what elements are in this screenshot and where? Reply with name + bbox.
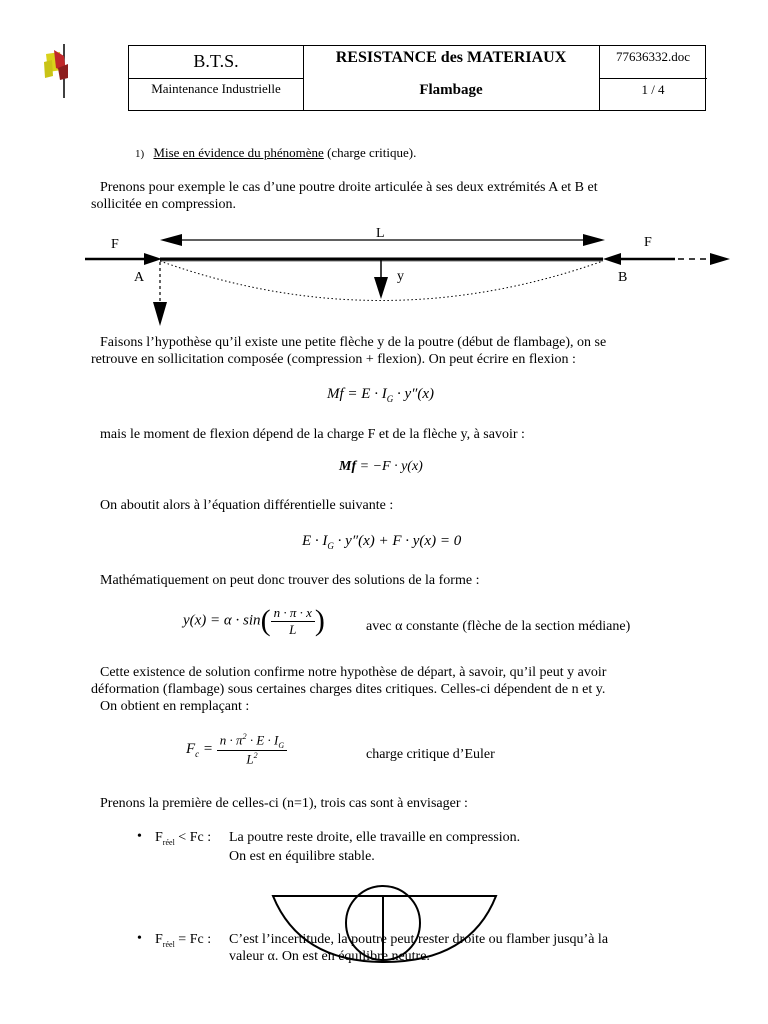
paragraph-5: Mathématiquement on peut donc trouver des solutions de la forme : — [100, 573, 480, 588]
point-b-label: B — [618, 270, 628, 285]
equation-moment-force: Mf = −F · y(x) — [339, 459, 423, 474]
equation-euler-load: $F_c$ = $\frac{n \cdot \pi^2 \cdot E \cdot I_G}{L^2}$ — [186, 732, 287, 767]
equation-bending-moment: $Mf = E \cdot I_G \cdot y''(x)$ — [327, 386, 435, 404]
equation-differential: $E \cdot I_G \cdot y''(x) + F \cdot y(x) = 0$ — [302, 533, 462, 551]
paragraph-1-line-1: Prenons pour exemple le cas d’une poutre droite articulée à ses deux extrémités A et B et — [100, 180, 598, 195]
paragraph-1-line-2: sollicitée en compression. — [91, 197, 237, 212]
equation-solution: y(x) = α · sin( $\frac{n \cdot \pi \cdot x}{L}$ ) — [183, 604, 325, 637]
force-right-label: F — [644, 235, 652, 250]
school-logo-icon — [40, 42, 70, 100]
point-a-label: A — [134, 270, 145, 285]
case-1-condition: $F_{réel} < Fc$ : — [155, 830, 212, 847]
case-2-line-1: C’est l’incertitude, la poutre peut rester droite ou flamber jusqu’à la — [229, 932, 609, 947]
deflection-label: y — [397, 269, 404, 284]
paragraph-6-line-1: Cette existence de solution confirme notre hypothèse de départ, à savoir, qu’il peut y avoir — [100, 665, 607, 680]
paragraph-3: mais le moment de flexion dépend de la charge F et de la flèche y, à savoir : — [100, 427, 525, 442]
section-subtitle: (charge critique). — [323, 145, 417, 160]
case-2-line-2: valeur α. On est en équilibre neutre. — [229, 949, 430, 964]
paragraph-7: Prenons la première de celles-ci (n=1), trois cas sont à envisager : — [100, 796, 468, 811]
topic-title: Flambage — [419, 82, 483, 98]
euler-note: charge critique d’Euler — [366, 747, 495, 762]
section-title: Mise en évidence du phénomène — [153, 145, 324, 160]
document-filename: 77636332.doc — [615, 49, 691, 64]
section-number: 1) — [135, 148, 145, 160]
beam-diagram — [80, 222, 740, 332]
case-2-condition: $F_{réel} = Fc$ : — [155, 932, 212, 949]
case-1-line-2: On est en équilibre stable. — [229, 849, 375, 864]
subject-title: RESISTANCE des MATERIAUX — [335, 49, 567, 66]
force-left-label: F — [111, 237, 119, 252]
page-number: 1 / 4 — [641, 82, 665, 97]
paragraph-6-line-2: déformation (flambage) sous certaines charges dites critiques. Celles-ci dépendent de n et y. — [91, 682, 606, 697]
bullet-icon: • — [137, 931, 142, 946]
section-heading — [135, 144, 416, 163]
paragraph-4: On aboutit alors à l’équation différentielle suivante : — [100, 498, 394, 513]
school-name: B.T.S. — [193, 51, 239, 71]
paragraph-2-line-2: retrouve en sollicitation composée (compression + flexion). On peut écrire en flexion : — [91, 352, 576, 367]
section-name: Maintenance Industrielle — [151, 81, 281, 96]
length-label: L — [376, 226, 385, 241]
paragraph-2-line-1: Faisons l’hypothèse qu’il existe une petite flèche y de la poutre (début de flambage), on se — [100, 335, 607, 350]
bullet-icon: • — [137, 829, 142, 844]
paragraph-6-line-3: On obtient en remplaçant : — [100, 699, 250, 714]
header-table — [128, 45, 706, 111]
case-1-line-1: La poutre reste droite, elle travaille en compression. — [229, 830, 521, 845]
solution-note: avec α constante (flèche de la section médiane) — [366, 619, 631, 634]
